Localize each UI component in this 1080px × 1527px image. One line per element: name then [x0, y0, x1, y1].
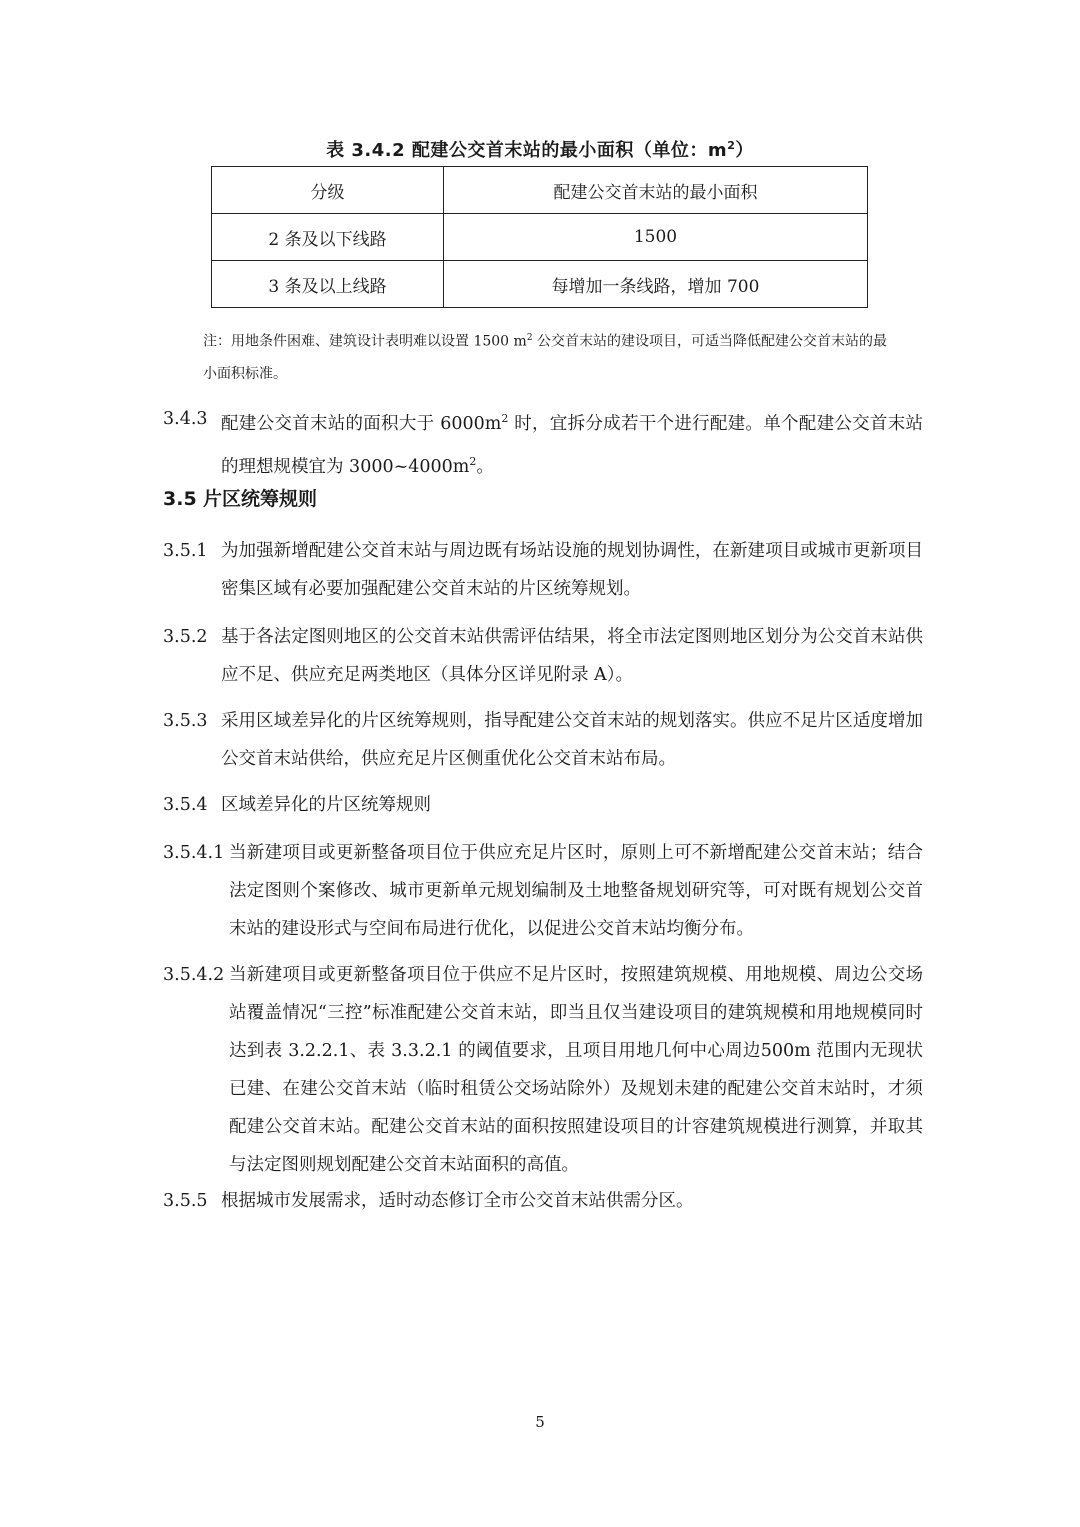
clause-number: 3.5.1: [163, 541, 208, 561]
clause-3-5-1: [163, 532, 923, 608]
table-row: [212, 261, 868, 308]
clause-3-4-3: [163, 400, 923, 486]
table-caption-text: 表 3.4.2 配建公交首末站的最小面积（单位：m: [326, 140, 728, 161]
section-number: 3.5: [163, 488, 197, 510]
clause-number: 3.5.4.2: [163, 965, 225, 985]
table-row: [212, 214, 868, 261]
table-header-cell: 配建公交首末站的最小面积: [444, 167, 868, 214]
section-title: 片区统筹规则: [203, 488, 318, 510]
clause-3-5-2: [163, 618, 923, 694]
clause-3-5-4-1: [163, 834, 923, 948]
clause-text-part: 时，宜拆分成若干个进行配建。单个配建公交首末站的理想规模宜为 3000~4000m: [221, 413, 923, 477]
clause-3-5-4-2: [163, 956, 923, 1184]
clause-superscript: 2: [501, 412, 509, 425]
table-cell: 3 条及以上线路: [212, 261, 444, 308]
table-note: [203, 322, 893, 390]
clause-3-5-3: [163, 702, 923, 778]
table-header-cell: 分级: [212, 167, 444, 214]
clause-number: 3.5.2: [163, 627, 208, 647]
table-note-text: 注：用地条件困难、建筑设计表明难以设置 1500 m: [203, 333, 527, 350]
table-note-text-end: 公交首末站的建设项目，可适当降低配建公交首末站的最小面积标准。: [203, 333, 887, 382]
clause-text-part: 。: [476, 456, 494, 477]
table-cell: 每增加一条线路，增加 700: [444, 261, 868, 308]
clause-text: 当新建项目或更新整备项目位于供应充足片区时，原则上可不新增配建公交首末站；结合法定图则个案修改、城市更新单元规划编制及土地整备规划研究等，可对既有规划公交首末站的建设形式与空间布局进行优化，以促进公交首末站均衡分布。: [229, 843, 923, 939]
table-cell: 2 条及以下线路: [212, 214, 444, 261]
clause-text: 当新建项目或更新整备项目位于供应不足片区时，按照建筑规模、用地规模、周边公交场站覆盖情况“三控”标准配建公交首末站，即当且仅当建设项目的建筑规模和用地规模同时达到表 3.2.2.1、表 3.3.2.1 的阈值要求，且项目用地几何中心周边500m 范围内无现状已建、在建公交首末站（临时租赁公交场站除外）及规划未建的配建公交首末站时，才须配建公交首末站。配建公交首末站的面积按照建设项目的计容建筑规模进行测算，并取其与法定图则规划配建公交首末站面积的高值。: [229, 965, 923, 1175]
clause-number: 3.4.3: [163, 409, 208, 429]
table-cell: 1500: [444, 214, 868, 261]
clause-text: 采用区域差异化的片区统筹规则，指导配建公交首末站的规划落实。供应不足片区适度增加公交首末站供给，供应充足片区侧重优化公交首末站布局。: [221, 711, 923, 769]
clause-number: 3.5.5: [163, 1191, 208, 1211]
table-note-superscript: 2: [526, 333, 533, 343]
table-caption-end: ）: [735, 140, 754, 161]
clause-3-5-5: [163, 1182, 923, 1220]
clause-text: 基于各法定图则地区的公交首末站供需评估结果，将全市法定图则地区划分为公交首末站供应不足、供应充足两类地区（具体分区详见附录 A）。: [221, 627, 923, 685]
clause-number: 3.5.3: [163, 711, 208, 731]
table-caption-superscript: 2: [727, 139, 736, 152]
clause-text-part: 配建公交首末站的面积大于 6000m: [221, 413, 502, 434]
clause-superscript: 2: [469, 454, 477, 468]
clause-number: 3.5.4.1: [163, 843, 225, 863]
clause-text: 区域差异化的片区统筹规则: [221, 795, 431, 815]
clause-3-5-4: [163, 786, 923, 824]
page-number: 5: [535, 1413, 545, 1431]
clause-text: 为加强新增配建公交首末站与周边既有场站设施的规划协调性，在新建项目或城市更新项目密集区域有必要加强配建公交首末站的片区统筹规划。: [221, 541, 923, 599]
clause-number: 3.5.4: [163, 795, 208, 815]
table-header-row: [212, 167, 868, 214]
clause-text: 根据城市发展需求，适时动态修订全市公交首末站供需分区。: [221, 1191, 694, 1211]
table-caption: [0, 136, 1080, 162]
section-heading: [163, 484, 317, 511]
area-table: [211, 166, 868, 308]
clause-text: [221, 400, 923, 486]
